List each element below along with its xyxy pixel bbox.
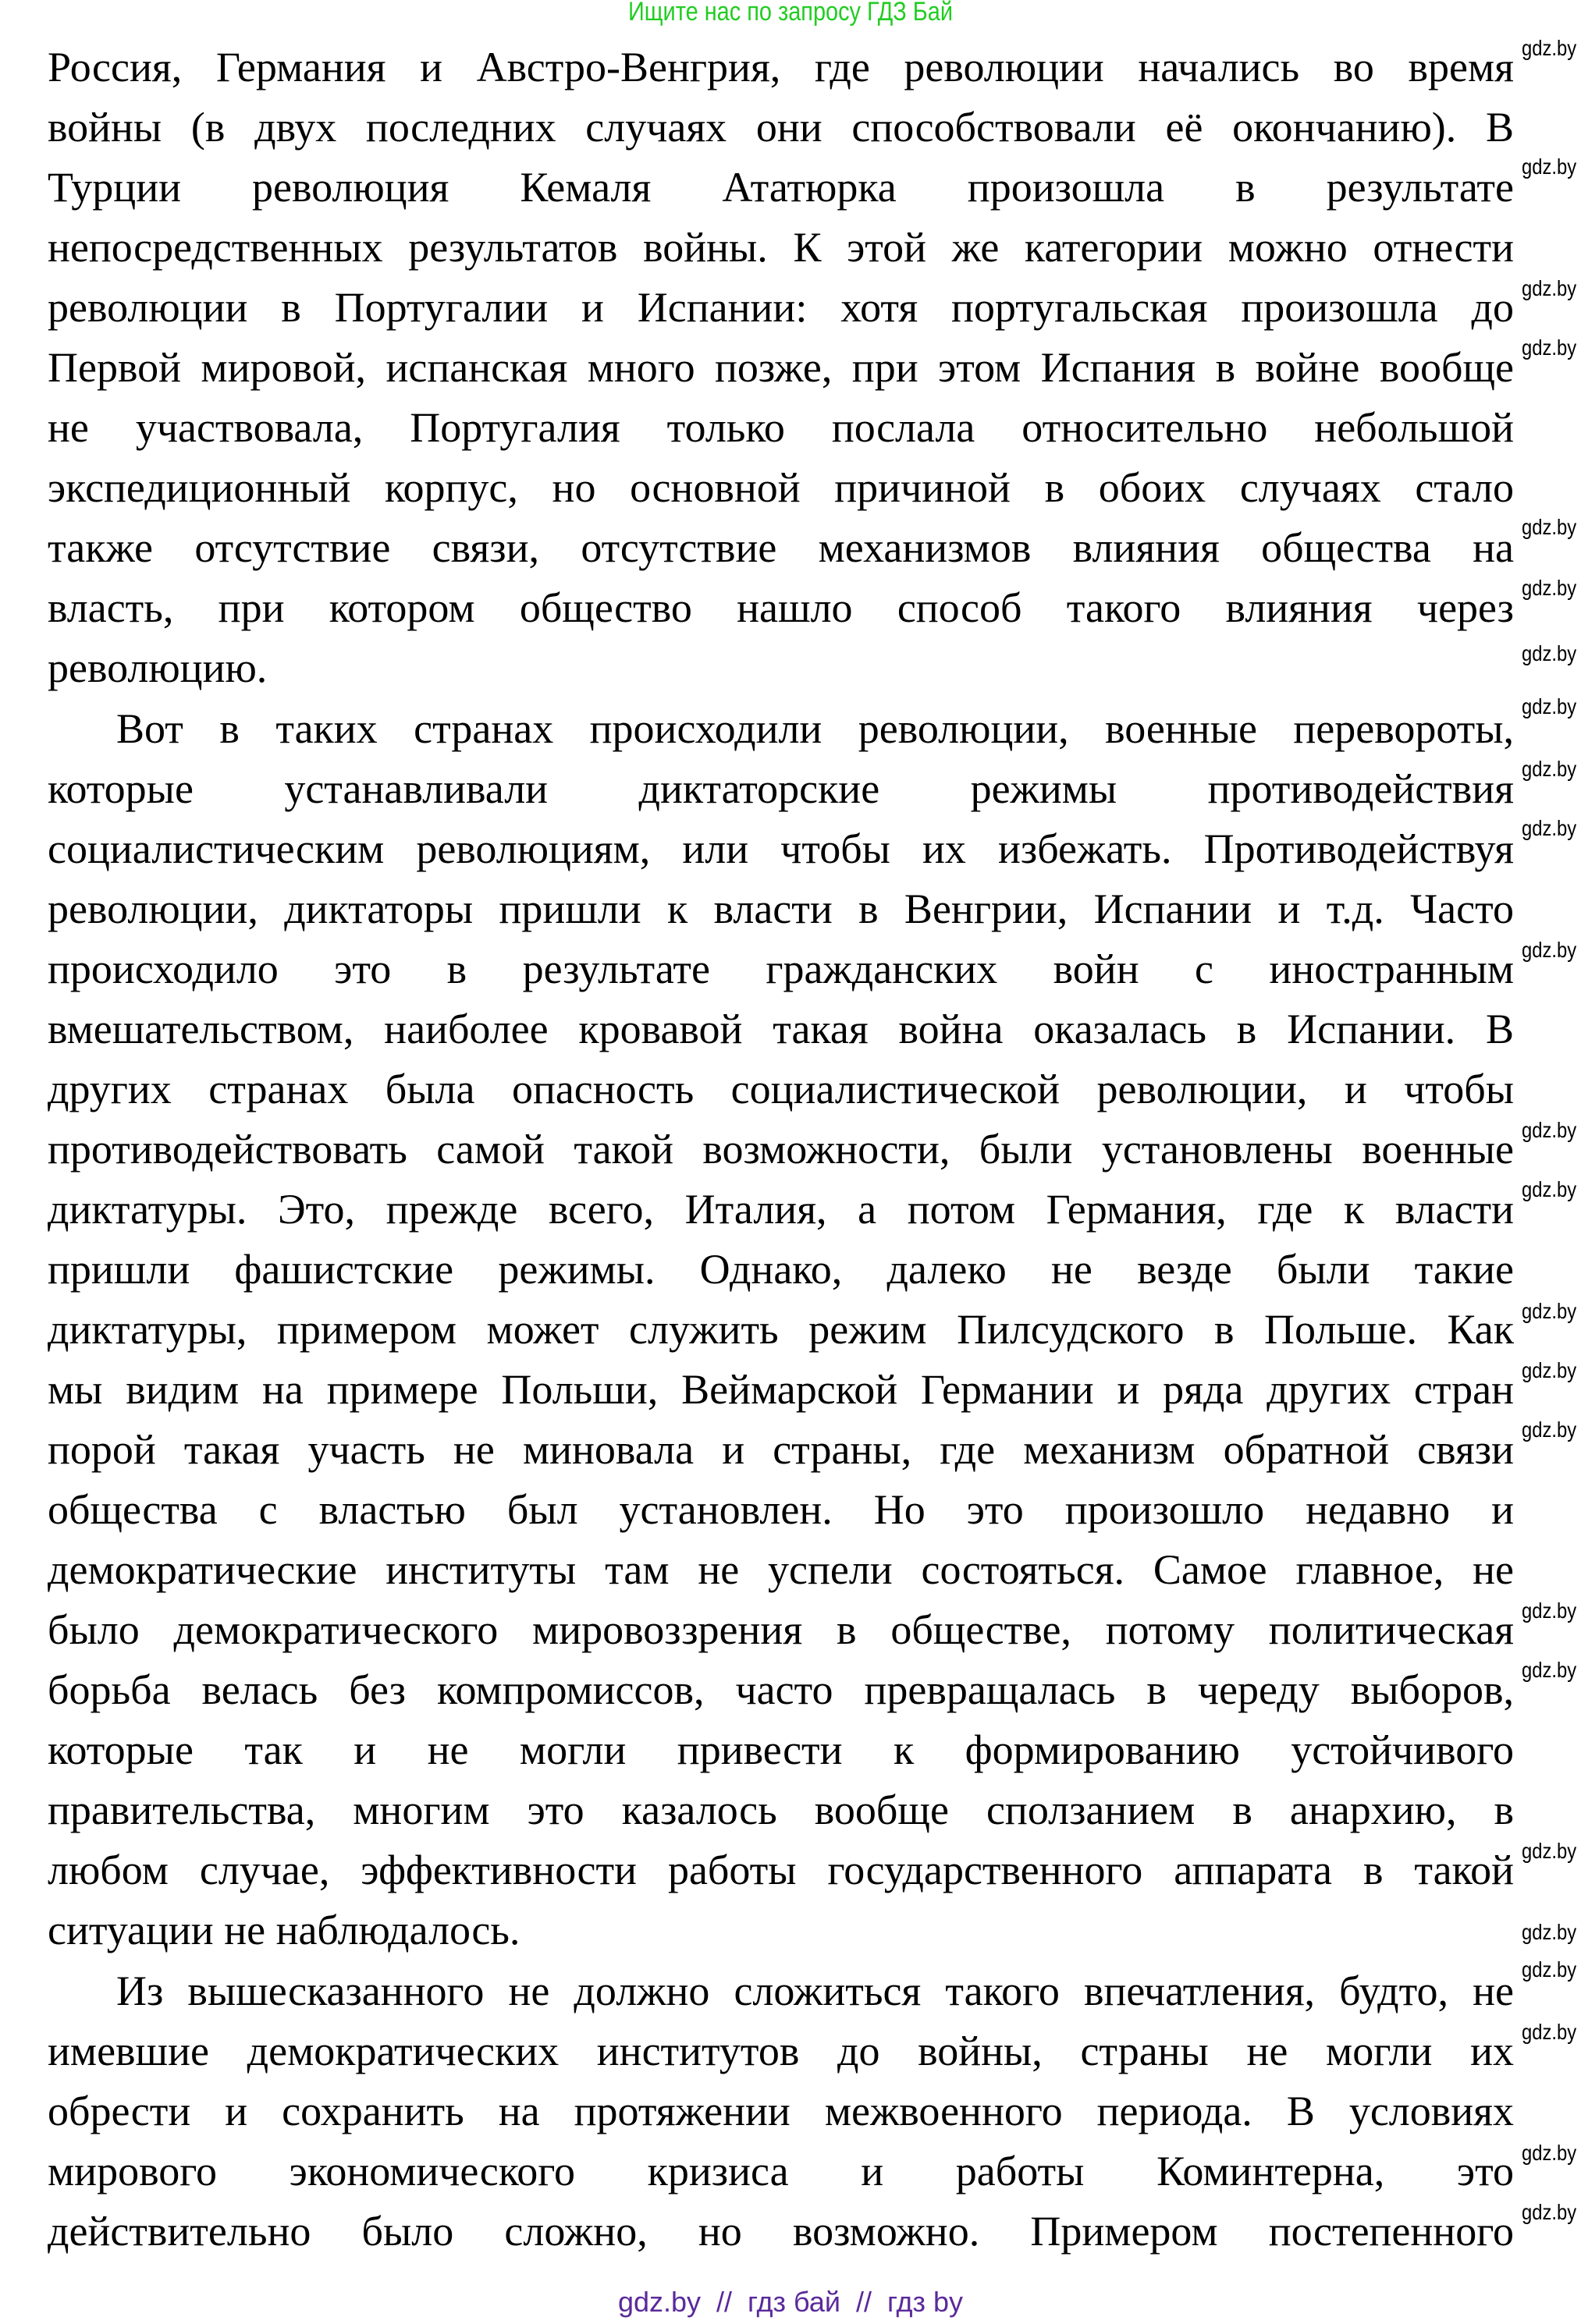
text-line: социалистическим революциям, или чтобы их избежать. Противодействуя xyxy=(48,825,1514,872)
text-line: которые устанавливали диктаторские режимы противодействия xyxy=(48,765,1514,812)
text-line: революции, диктаторы пришли к власти в Венгрии, Испании и т.д. Часто xyxy=(48,885,1514,932)
watermark: gdz.by xyxy=(1522,154,1577,179)
text-line: Россия, Германия и Австро-Венгрия, где революции начались во время xyxy=(48,44,1514,90)
watermark: gdz.by xyxy=(1522,694,1577,718)
watermark: gdz.by xyxy=(1522,2019,1577,2044)
text-line: Турции революция Кемаля Ататюрка произошла в результате xyxy=(48,164,1514,211)
watermark: gdz.by xyxy=(1522,36,1577,61)
text-line: порой такая участь не миновала и страны, где механизм обратной связи xyxy=(48,1426,1514,1474)
watermark: gdz.by xyxy=(1522,640,1577,665)
text-line: обрести и сохранить на протяжении межвоенного периода. В условиях xyxy=(48,2087,1514,2134)
text-line: других странах была опасность социалистической революции, и чтобы xyxy=(48,1065,1514,1112)
text-line: мирового экономического кризиса и работы Коминтерна, это xyxy=(48,2147,1514,2194)
text-line: имевшие демократических институтов до войны, страны не могли их xyxy=(48,2027,1514,2074)
watermark: gdz.by xyxy=(1522,1177,1577,1202)
watermark: gdz.by xyxy=(1522,756,1577,781)
text-line: правительства, многим это казалось вообще сползанием в анархию, в xyxy=(48,1786,1514,1834)
footer-links[interactable]: gdz.by // гдз бай // гдз by xyxy=(617,2286,964,2318)
text-line: ситуации не наблюдалось. xyxy=(48,1907,520,1954)
text-line: общества с властью был установлен. Но это произошло недавно и xyxy=(48,1486,1514,1534)
watermark: gdz.by xyxy=(1522,1118,1577,1143)
text-line: экспедиционный корпус, но основной причиной в обоих случаях стало xyxy=(48,464,1514,512)
text-line: не участвовала, Португалия только послала относительно небольшой xyxy=(48,404,1514,452)
watermark: gdz.by xyxy=(1522,1358,1577,1383)
text-line: действительно было сложно, но возможно. Примером постепенного xyxy=(48,2207,1514,2255)
text-line: борьба велась без компромиссов, часто превращалась в череду выборов, xyxy=(48,1666,1514,1714)
text-line: противодействовать самой такой возможности, были установлены военные xyxy=(48,1125,1514,1173)
watermark: gdz.by xyxy=(1522,515,1577,539)
watermark: gdz.by xyxy=(1522,1299,1577,1324)
text-line: происходило это в результате гражданских войн с иностранным xyxy=(48,945,1514,992)
watermark: gdz.by xyxy=(1522,1957,1577,1982)
watermark: gdz.by xyxy=(1522,2141,1577,2166)
text-line: Первой мировой, испанская много позже, при этом Испания в войне вообще xyxy=(48,344,1514,392)
text-line: революции в Португалии и Испании: хотя португальская произошла до xyxy=(48,284,1514,332)
text-line: непосредственных результатов войны. К этой же категории можно отнести xyxy=(48,224,1514,271)
watermark: gdz.by xyxy=(1522,575,1577,600)
watermark: gdz.by xyxy=(1522,815,1577,840)
text-line: демократические институты там не успели состояться. Самое главное, не xyxy=(48,1546,1514,1594)
text-line: войны (в двух последних случаях они способствовали её окончанию). В xyxy=(48,104,1514,151)
text-line: диктатуры, примером может служить режим Пилсудского в Польше. Как xyxy=(48,1305,1514,1353)
document-body xyxy=(48,37,1514,2262)
text-line: также отсутствие связи, отсутствие механизмов влияния общества на xyxy=(48,524,1514,572)
text-line: было демократического мировоззрения в обществе, потому политическая xyxy=(48,1606,1514,1654)
watermark: gdz.by xyxy=(1522,276,1577,301)
text-line: пришли фашистские режимы. Однако, далеко не везде были такие xyxy=(48,1245,1514,1293)
text-line: революцию. xyxy=(48,644,268,692)
text-line: Вот в таких странах происходили революции, военные перевороты, xyxy=(116,704,1514,752)
text-line: которые так и не могли привести к формированию устойчивого xyxy=(48,1726,1514,1774)
watermark: gdz.by xyxy=(1522,335,1577,360)
watermark: gdz.by xyxy=(1522,2200,1577,2225)
text-line: вмешательством, наиболее кровавой такая война оказалась в Испании. В xyxy=(48,1005,1514,1052)
watermark: gdz.by xyxy=(1522,937,1577,962)
search-banner: Ищите нас по запросу ГДЗ Бай xyxy=(628,0,953,27)
watermark: gdz.by xyxy=(1522,1657,1577,1682)
text-line: диктатуры. Это, прежде всего, Италия, а потом Германия, где к власти xyxy=(48,1185,1514,1233)
text-line: власть, при котором общество нашло способ такого влияния через xyxy=(48,584,1514,632)
text-line: любом случае, эффективности работы государственного аппарата в такой xyxy=(48,1847,1514,1894)
text-line: Из вышесказанного не должно сложиться такого впечатления, будто, не xyxy=(116,1967,1514,2014)
text-line: мы видим на примере Польши, Веймарской Германии и ряда других стран xyxy=(48,1366,1514,1414)
watermark: gdz.by xyxy=(1522,1598,1577,1623)
watermark: gdz.by xyxy=(1522,1920,1577,1945)
watermark: gdz.by xyxy=(1522,1417,1577,1442)
watermark: gdz.by xyxy=(1522,1838,1577,1863)
